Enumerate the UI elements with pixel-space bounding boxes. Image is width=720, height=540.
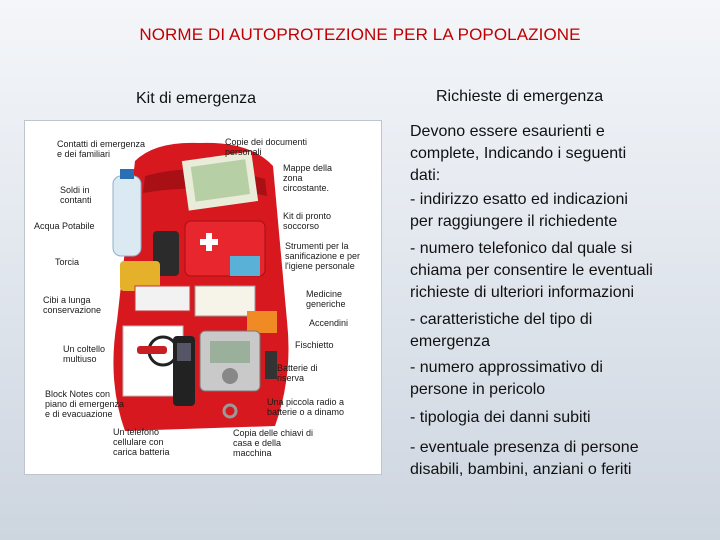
- multitool-knife: [137, 346, 167, 354]
- phone-screen: [177, 343, 191, 361]
- label-contatti: Contatti di emergenza e dei familiari: [57, 139, 146, 159]
- request-item: - tipologia dei danni subiti: [410, 409, 591, 426]
- label-fischietto: Fischietto: [295, 340, 334, 350]
- batteries: [265, 351, 277, 379]
- label-telefono: Un telefono cellulare con carica batteria: [113, 427, 170, 457]
- request-item: - caratteristiche del tipo di emergenza: [410, 311, 593, 350]
- request-intro: Devono essere esaurienti e complete, Indicando i seguenti dati:: [410, 123, 627, 184]
- request-item: - indirizzo esatto ed indicazioni per raggiungere il richiedente: [410, 191, 628, 230]
- label-strumenti: Strumenti per la sanificazione e per l'igiene personale: [285, 241, 361, 271]
- label-chiavi: Copia delle chiavi di casa e della macchina: [233, 428, 314, 458]
- request-item: - numero telefonico dal quale si chiama per consentire le eventuali richieste di ulteriori informazioni: [410, 240, 653, 301]
- emergency-kit-photo: [25, 121, 381, 474]
- label-acqua: Acqua Potabile: [34, 221, 95, 231]
- requests-heading: Richieste di emergenza: [436, 88, 604, 105]
- radio-display: [210, 341, 250, 363]
- label-radio: Una piccola radio a batterie o a dinamo: [267, 397, 345, 417]
- label-pronto: Kit di pronto soccorso: [283, 211, 332, 231]
- medicine-box: [195, 286, 255, 316]
- lighters: [247, 311, 277, 333]
- radio-knob: [222, 368, 238, 384]
- label-torcia: Torcia: [55, 257, 80, 267]
- bottle-cap: [120, 169, 134, 179]
- label-coltello: Un coltello multiuso: [63, 344, 106, 364]
- label-documenti: Copie dei documenti personali: [225, 137, 308, 157]
- label-accendini: Accendini: [309, 318, 349, 328]
- water-bottle: [113, 176, 141, 256]
- label-block-notes: Block Notes con piano di emergenza e di evacuazione: [45, 389, 125, 419]
- request-item: - numero approssimativo di persone in pericolo: [410, 359, 603, 398]
- sanitizer: [230, 256, 260, 276]
- label-soldi: Soldi in contanti: [60, 185, 92, 205]
- kit-heading: Kit di emergenza: [136, 90, 257, 107]
- label-cibi: Cibi a lunga conservazione: [43, 295, 102, 315]
- label-batterie: Batterie di riserva: [277, 363, 318, 383]
- cross-v: [206, 233, 212, 251]
- page-title: NORME DI AUTOPROTEZIONE PER LA POPOLAZIONE: [139, 25, 581, 44]
- request-item: - eventuale presenza di persone disabili, bambini, anziani o feriti: [410, 439, 639, 478]
- label-medicine: Medicine generiche: [306, 289, 346, 309]
- food-pack: [135, 286, 190, 311]
- label-mappe: Mappe della zona circostante.: [283, 163, 333, 193]
